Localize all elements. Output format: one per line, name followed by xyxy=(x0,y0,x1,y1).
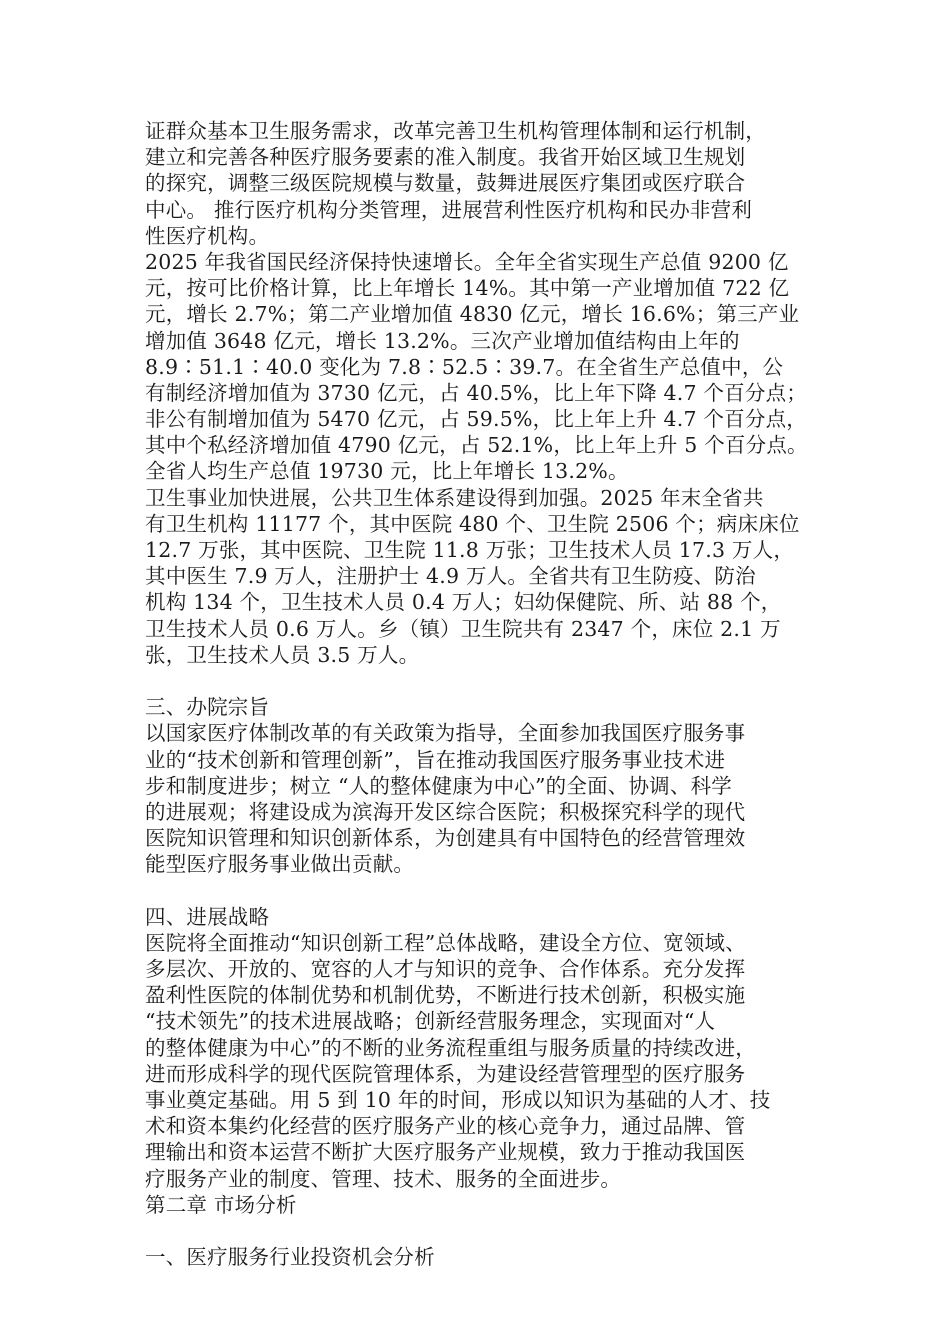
text-line: 术和资本集约化经营的医疗服务产业的核心竞争力，通过品牌、管 xyxy=(145,1114,746,1139)
text-line: 医院知识管理和知识创新体系，为创建具有中国特色的经营管理效 xyxy=(145,826,746,851)
text-line: 中心。 推行医疗机构分类管理，进展营利性医疗机构和民办非营利 xyxy=(145,197,753,222)
text-line: “技术领先”的技术进展战略；创新经营服务理念，实现面对“人 xyxy=(145,1009,716,1034)
chapter-2-section-1-heading: 一、医疗服务行业投资机会分析 xyxy=(145,1245,435,1270)
text-line: 的探究，调整三级医院规模与数量，鼓舞进展医疗集团或医疗联合 xyxy=(145,171,746,196)
text-line: 的进展观；将建设成为滨海开发区综合医院；积极探究科学的现代 xyxy=(145,799,746,824)
text-line: 增加值 3648 亿元，增长 13.2%。三次产业增加值结构由上年的 xyxy=(145,328,740,353)
text-line: 机构 134 个，卫生技术人员 0.4 万人；妇幼保健院、所、站 88 个， xyxy=(145,590,782,615)
text-line: 建立和完善各种医疗服务要素的准入制度。我省开始区域卫生规划 xyxy=(145,145,746,170)
text-line: 性医疗机构。 xyxy=(145,223,270,248)
text-line: 证群众基本卫生服务需求，改革完善卫生机构管理体制和运行机制， xyxy=(145,119,766,143)
document-page xyxy=(145,118,817,1270)
text-line: 盈利性医院的体制优势和机制优势，不断进行技术创新，积极实施 xyxy=(145,983,746,1008)
text-line: 8.9∶51.1∶40.0 变化为 7.8∶52.5∶39.7。在全省生产总值中，公 xyxy=(145,354,784,379)
text-line: 业的“技术创新和管理创新”，旨在推动我国医疗服务事业技术进 xyxy=(145,747,726,772)
text-line: 卫生事业加快进展，公共卫生体系建设得到加强。2025 年末全省共 xyxy=(145,485,764,510)
text-line: 非公有制增加值为 5470 亿元，占 59.5%，比上年上升 4.7 个百分点， xyxy=(145,407,807,432)
text-line: 12.7 万张，其中医院、卫生院 11.8 万张；卫生技术人员 17.3 万人， xyxy=(145,538,795,562)
health-paragraph xyxy=(145,485,817,668)
blank-line xyxy=(145,668,817,694)
economy-paragraph xyxy=(145,249,817,485)
text-line: 进而形成科学的现代医院管理体系，为建设经营管理型的医疗服务 xyxy=(145,1061,746,1086)
blank-line xyxy=(145,877,817,903)
chapter-2-heading: 第二章 市场分析 xyxy=(145,1192,297,1217)
section-3-heading: 三、办院宗旨 xyxy=(145,695,270,720)
text-line: 元，增长 2.7%；第二产业增加值 4830 亿元，增长 16.6%；第三产业 xyxy=(145,302,800,327)
text-line: 多层次、开放的、宽容的人才与知识的竞争、合作体系。充分发挥 xyxy=(145,957,746,981)
blank-line xyxy=(145,1218,817,1244)
text-line: 能型医疗服务事业做出贡献。 xyxy=(145,852,415,877)
reform-paragraph xyxy=(145,118,817,249)
text-line: 其中医生 7.9 万人，注册护士 4.9 万人。全省共有卫生防疫、防治 xyxy=(145,564,756,589)
text-line: 以国家医疗体制改革的有关政策为指导，全面参加我国医疗服务事 xyxy=(145,721,746,746)
text-line: 理输出和资本运营不断扩大医疗服务产业规模，致力于推动我国医 xyxy=(145,1140,746,1165)
text-line: 其中个私经济增加值 4790 亿元，占 52.1%，比上年上升 5 个百分点。 xyxy=(145,433,808,458)
text-line: 元，按可比价格计算，比上年增长 14%。其中第一产业增加值 722 亿 xyxy=(145,276,790,301)
strategy-paragraph xyxy=(145,930,817,1192)
text-line: 全省人均生产总值 19730 元，比上年增长 13.2%。 xyxy=(145,459,629,484)
text-line: 事业奠定基础。用 5 到 10 年的时间，形成以知识为基础的人才、技 xyxy=(145,1087,771,1112)
purpose-paragraph xyxy=(145,720,817,877)
text-line: 卫生技术人员 0.6 万人。乡（镇）卫生院共有 2347 个，床位 2.1 万 xyxy=(145,616,781,641)
text-line: 的整体健康为中心”的不断的业务流程重组与服务质量的持续改进， xyxy=(145,1035,756,1060)
text-line: 张，卫生技术人员 3.5 万人。 xyxy=(145,642,420,667)
text-line: 2025 年我省国民经济保持快速增长。全年全省实现生产总值 9200 亿 xyxy=(145,249,789,274)
text-line: 步和制度进步；树立 “人的整体健康为中心”的全面、协调、科学 xyxy=(145,773,732,798)
text-line: 疗服务产业的制度、管理、技术、服务的全面进步。 xyxy=(145,1166,622,1191)
text-line: 医院将全面推动“知识创新工程”总体战略，建设全方位、宽领域、 xyxy=(145,930,746,955)
section-4-heading: 四、进展战略 xyxy=(145,904,270,929)
text-line: 有卫生机构 11177 个，其中医院 480 个、卫生院 2506 个；病床床位 xyxy=(145,511,800,536)
text-line: 有制经济增加值为 3730 亿元，占 40.5%，比上年下降 4.7 个百分点； xyxy=(145,380,807,405)
